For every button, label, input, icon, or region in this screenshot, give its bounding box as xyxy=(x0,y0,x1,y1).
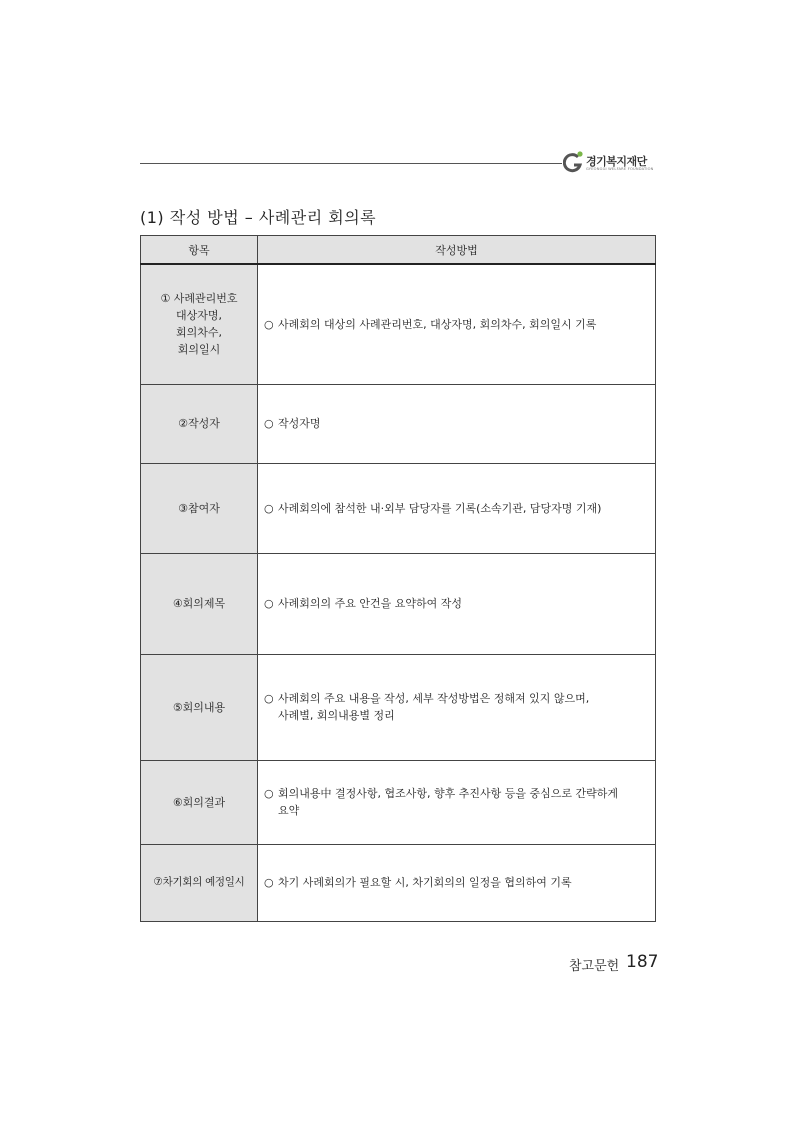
row-item: ⑦차기회의 예정일시 xyxy=(141,844,258,921)
row-item: ⑥회의결과 xyxy=(141,760,258,844)
header-method: 작성방법 xyxy=(258,236,656,265)
row-method xyxy=(258,553,656,654)
table-row xyxy=(141,553,656,654)
bullet-icon: ○ xyxy=(264,692,274,705)
bullet-icon: ○ xyxy=(264,317,274,331)
table-row xyxy=(141,760,656,844)
foundation-logo-icon xyxy=(563,150,585,174)
table-row xyxy=(141,844,656,921)
header-item: 항목 xyxy=(141,236,258,265)
table-row xyxy=(141,384,656,463)
method-text: 사례회의에 참석한 내·외부 담당자를 기록(소속기관, 담당자명 기재) xyxy=(278,501,602,515)
method-text: 차기 사례회의가 필요할 시, 차기회의의 일정을 협의하여 기록 xyxy=(278,876,572,889)
row-method xyxy=(258,264,656,384)
bullet-icon: ○ xyxy=(264,597,274,610)
bullet-icon: ○ xyxy=(264,876,274,889)
table-row xyxy=(141,264,656,384)
header-rule xyxy=(140,163,562,164)
page-number: 187 xyxy=(626,952,659,972)
table-row xyxy=(141,654,656,760)
row-item: ⑤회의내용 xyxy=(141,654,258,760)
logo-name: 경기복지재단 xyxy=(586,155,647,168)
table-header-row xyxy=(141,236,656,265)
method-text: 회의내용中 결정사항, 협조사항, 향후 추진사항 등을 중심으로 간략하게 요약 xyxy=(278,787,618,817)
table-row xyxy=(141,463,656,553)
row-method xyxy=(258,760,656,844)
method-text: 작성자명 xyxy=(278,417,321,430)
row-method xyxy=(258,463,656,553)
logo-subtitle: GYEONGGI WELFARE FOUNDATION xyxy=(586,167,654,171)
foundation-logo xyxy=(563,150,663,176)
bullet-icon: ○ xyxy=(264,787,274,800)
row-item: ④회의제목 xyxy=(141,553,258,654)
row-method xyxy=(258,384,656,463)
row-item: ① 사례관리번호 대상자명, 회의차수, 회의일시 xyxy=(141,264,258,384)
row-item: ②작성자 xyxy=(141,384,258,463)
method-text: 사례회의 주요 내용을 작성, 세부 작성방법은 정해져 있지 않으며, 사례별, 회의내용별 정리 xyxy=(278,692,590,722)
row-item: ③참여자 xyxy=(141,463,258,553)
row-method xyxy=(258,654,656,760)
method-text: 사례회의 대상의 사례관리번호, 대상자명, 회의차수, 회의일시 기록 xyxy=(278,317,597,331)
method-text: 사례회의의 주요 안건을 요약하여 작성 xyxy=(278,597,463,610)
footer-section-label: 참고문헌 xyxy=(569,959,620,974)
meeting-minutes-table xyxy=(140,235,656,922)
bullet-icon: ○ xyxy=(264,501,274,515)
row-method xyxy=(258,844,656,921)
bullet-icon: ○ xyxy=(264,417,274,430)
section-title: (1) 작성 방법 – 사례관리 회의록 xyxy=(140,208,377,227)
